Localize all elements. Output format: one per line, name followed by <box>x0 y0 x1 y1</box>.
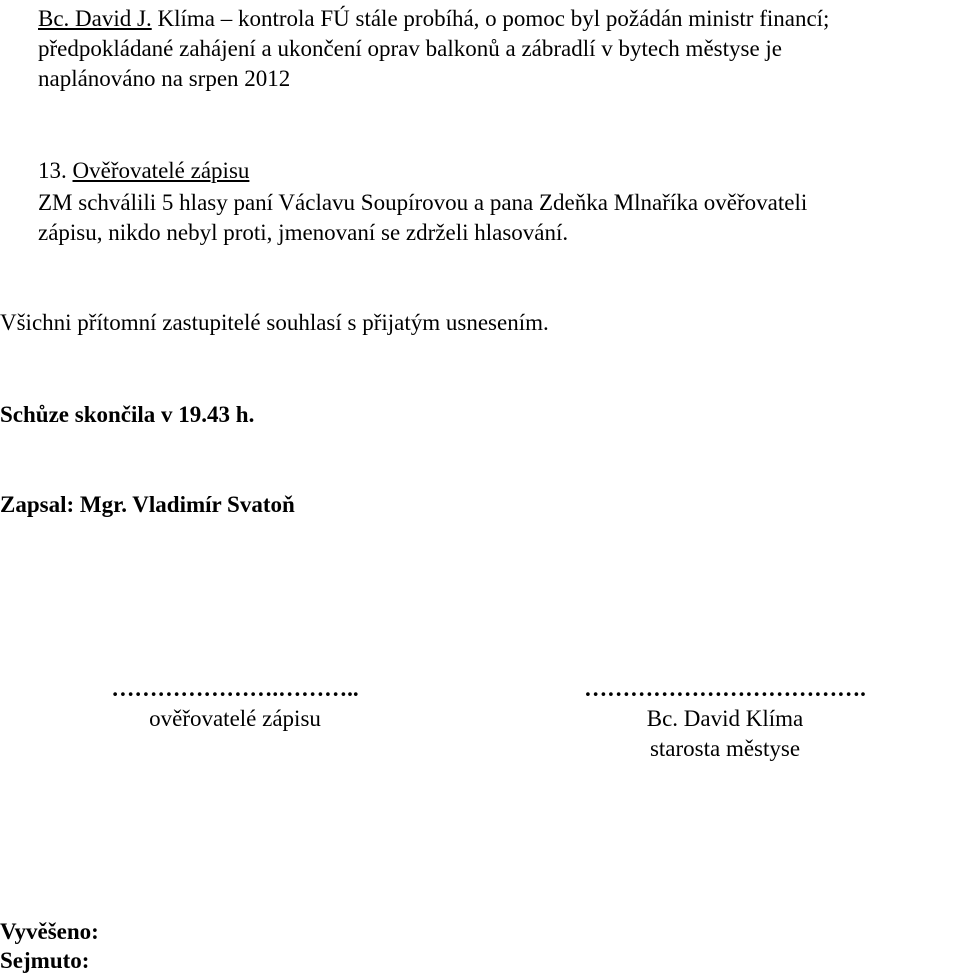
signature-role-mayor: starosta městyse <box>649 736 801 761</box>
posted-label: Vyvěšeno: <box>0 919 99 944</box>
minutes-author: Zapsal: Mgr. Vladimír Svatoň <box>0 492 295 517</box>
section-13-body-line-2: zápisu, nikdo nebyl proti, jmenovaní se zdrželi hlasování. <box>38 220 569 245</box>
intro-line-1 <box>38 4 960 34</box>
section-13-title: Ověřovatelé zápisu <box>72 158 250 183</box>
section-13-number: 13. <box>38 158 73 183</box>
section-13-body <box>38 188 960 248</box>
signature-mayor <box>530 674 920 764</box>
signature-name-mayor: Bc. David Klíma <box>646 706 804 731</box>
signature-verifiers <box>100 674 370 734</box>
consent-statement: Všichni přítomní zastupitelé souhlasí s přijatým usnesením. <box>0 310 549 335</box>
intro-paragraph <box>38 4 960 94</box>
removed-label: Sejmuto: <box>0 948 90 973</box>
intro-line-3: naplánováno na srpen 2012 <box>38 66 291 91</box>
signature-line-right: ………………………………. <box>584 676 866 701</box>
meeting-end-time: Schůze skončila v 19.43 h. <box>0 402 255 427</box>
section-13-heading <box>38 156 960 186</box>
lead-name: Bc. David J. <box>38 6 152 31</box>
signature-label-verifiers: ověřovatelé zápisu <box>149 706 321 731</box>
intro-line-2: předpokládané zahájení a ukončení oprav balkonů a zábradlí v bytech městyse je <box>38 36 783 61</box>
section-13-body-line-1: ZM schválili 5 hlasy paní Václavu Soupírovou a pana Zdeňka Mlnaříka ověřovateli <box>38 190 808 215</box>
signature-line-left: ………………….……….. <box>111 676 359 701</box>
intro-text-1: Klíma – kontrola FÚ stále probíhá, o pomoc byl požádán ministr financí; <box>151 6 830 31</box>
